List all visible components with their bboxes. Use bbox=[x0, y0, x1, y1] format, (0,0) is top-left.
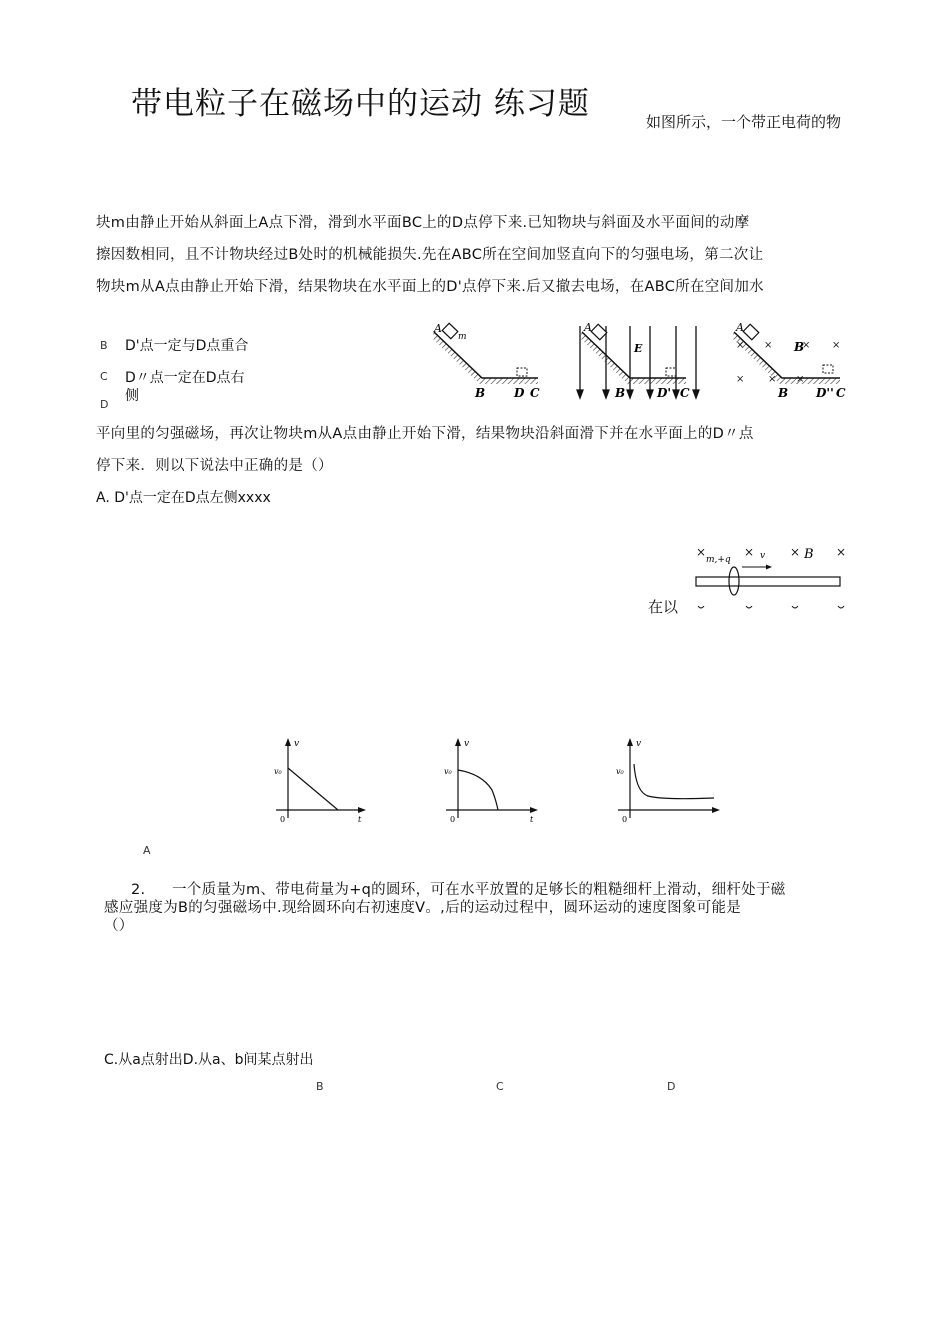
graph-a-t-label: t bbox=[358, 815, 362, 824]
q1-option-c-letter: C bbox=[100, 370, 108, 383]
label-mq: m,+q bbox=[706, 555, 731, 565]
q2-opt-d: D bbox=[667, 1080, 676, 1093]
q2-ring-rod-figure bbox=[690, 538, 850, 616]
label-m: m bbox=[458, 332, 467, 342]
graph-b-curve bbox=[458, 770, 498, 810]
graph-c-origin: 0 bbox=[622, 815, 628, 824]
label-d: D bbox=[514, 386, 525, 400]
graph-b-t-label: t bbox=[530, 815, 534, 824]
q1-option-c-text: D〃点一定在D点右 bbox=[125, 370, 245, 386]
graph-b-origin: 0 bbox=[450, 815, 456, 824]
q2-line-3: （） bbox=[104, 918, 134, 934]
label-c-3: C bbox=[836, 386, 846, 400]
q2-number: 2. bbox=[131, 882, 146, 898]
q2-opt-a: A bbox=[143, 844, 151, 857]
svg-text:×: × bbox=[836, 545, 847, 559]
label-e: E bbox=[634, 342, 643, 355]
label-v: v bbox=[760, 551, 766, 561]
q1-option-b-letter: B bbox=[100, 339, 108, 352]
q1-line-1: 块m由静止开始从斜面上A点下滑，滑到水平面BC上的D点停下来.已知物块与斜面及水平面间的动摩 bbox=[96, 215, 750, 231]
q1-incline-figures bbox=[430, 320, 850, 402]
svg-text:×: × bbox=[796, 374, 805, 385]
label-dpp: D'' bbox=[816, 386, 834, 400]
label-b-2: B bbox=[615, 386, 626, 400]
label-a: A bbox=[434, 322, 442, 335]
svg-text:×: × bbox=[802, 340, 811, 351]
graph-a-v-label: v bbox=[294, 739, 300, 749]
page-title: 带电粒子在磁场中的运动 练习题 bbox=[131, 86, 590, 122]
svg-text:×: × bbox=[744, 545, 755, 559]
q2-graph-c bbox=[612, 734, 722, 830]
svg-text:×: × bbox=[764, 340, 773, 351]
graph-c-curve bbox=[634, 764, 714, 799]
label-b-field: B bbox=[794, 340, 805, 354]
q2-opt-b: B bbox=[316, 1080, 324, 1093]
label-c-2: C bbox=[680, 386, 690, 400]
q2-opt-c: C bbox=[496, 1080, 504, 1093]
graph-b-v0-label: v₀ bbox=[444, 767, 452, 776]
q1-line-3: 物块m从A点由静止开始下滑，结果物块在水平面上的D'点停下来.后又撤去电场，在ABC所在空间加水 bbox=[96, 279, 764, 295]
q2-line-2: 感应强度为B的匀强磁场中.现给圆环向右初速度V。,后的运动过程中，圆环运动的速度图象可能是 bbox=[104, 900, 742, 916]
incline-panel-plain bbox=[432, 322, 540, 400]
graph-a-origin: 0 bbox=[280, 815, 286, 824]
q1-intro-right: 如图所示，一个带正电荷的物 bbox=[646, 113, 842, 131]
q1-option-c-text2: 侧 bbox=[125, 388, 139, 404]
svg-text:×: × bbox=[832, 340, 841, 351]
q1-line-4: 平向里的匀强磁场，再次让物块m从A点由静止开始下滑，结果物块沿斜面滑下并在水平面上的D〃点 bbox=[96, 426, 754, 442]
label-b-q2: B bbox=[804, 547, 814, 562]
svg-text:×: × bbox=[696, 545, 707, 559]
label-c: C bbox=[530, 386, 540, 400]
graph-a-v0-label: v₀ bbox=[274, 767, 282, 776]
incline-panel-electric bbox=[577, 321, 699, 400]
graph-a-curve bbox=[288, 768, 338, 810]
svg-text:×: × bbox=[736, 340, 745, 351]
q1-option-b-text: D'点一定与D点重合 bbox=[125, 338, 249, 354]
label-b-3: B bbox=[778, 386, 789, 400]
label-b: B bbox=[475, 386, 486, 400]
q2-graph-a bbox=[268, 734, 368, 830]
q1-option-a: A. D'点一定在D点左侧xxxx bbox=[96, 490, 271, 506]
svg-text:×: × bbox=[790, 545, 801, 559]
svg-text:×: × bbox=[768, 374, 777, 385]
label-dp: D' bbox=[657, 386, 672, 400]
svg-text:×: × bbox=[736, 374, 745, 385]
graph-c-v-label: v bbox=[636, 739, 642, 749]
label-a-3: A bbox=[736, 321, 744, 334]
q3-options-cd: C.从a点射出D.从a、b间某点射出 bbox=[104, 1052, 314, 1068]
q2-fig-text: 在以 bbox=[648, 598, 679, 616]
graph-b-v-label: v bbox=[464, 739, 470, 749]
q2-line-1: 一个质量为m、带电荷量为+q的圆环，可在水平放置的足够长的粗糙细杆上滑动，细杆处于磁 bbox=[172, 882, 786, 898]
incline-panel-magnetic bbox=[732, 321, 846, 400]
q2-graph-b bbox=[440, 734, 540, 830]
q1-option-d-letter: D bbox=[100, 398, 109, 411]
q1-line-5: 停下来．则以下说法中正确的是（） bbox=[96, 458, 333, 474]
q1-line-2: 擦因数相同，且不计物块经过B处时的机械能损失.先在ABC所在空间加竖直向下的匀强电场，第二次让 bbox=[96, 247, 764, 263]
graph-c-v0-label: v₀ bbox=[616, 767, 624, 776]
label-a-2: A bbox=[584, 321, 592, 334]
